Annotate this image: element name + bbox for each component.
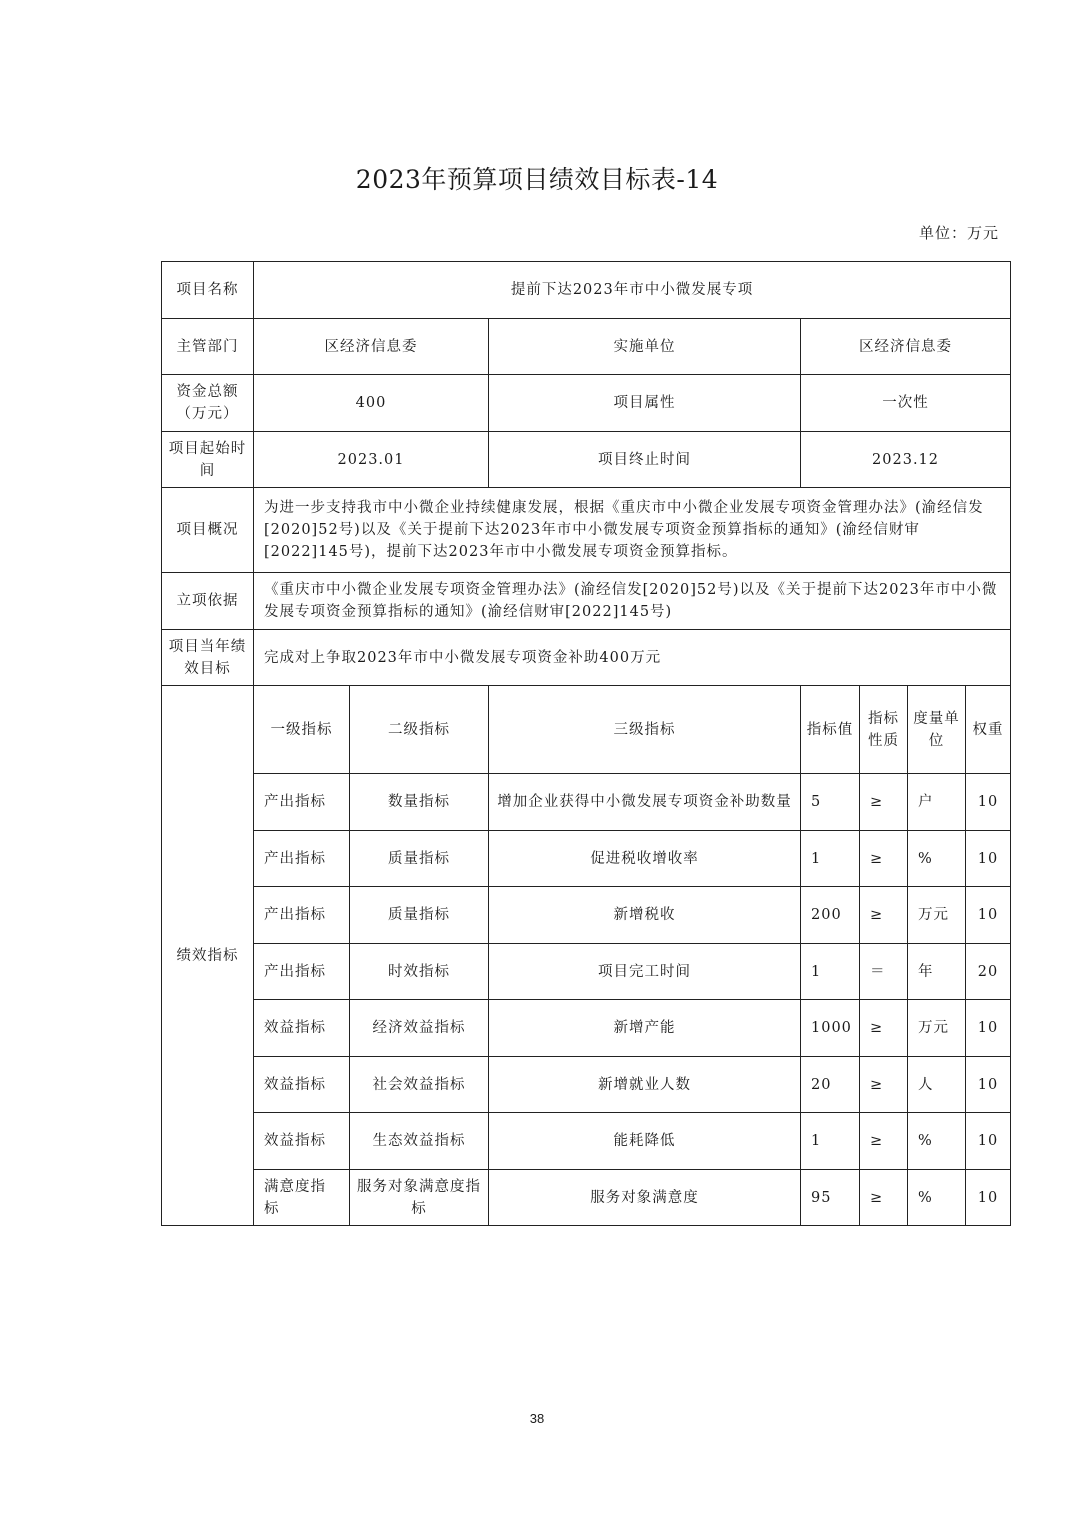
cell-level1: 效益指标	[254, 1000, 350, 1057]
indicator-row	[162, 774, 1011, 831]
label-project-name: 项目名称	[162, 262, 254, 319]
value-annual-goal: 完成对上争取2023年市中小微发展专项资金补助400万元	[254, 630, 1011, 686]
header-level1: 一级指标	[254, 686, 350, 774]
row-basis	[162, 573, 1011, 630]
row-department	[162, 319, 1011, 375]
cell-level1: 产出指标	[254, 774, 350, 831]
row-overview	[162, 488, 1011, 573]
value-overview: 为进一步支持我市中小微企业持续健康发展，根据《重庆市中小微企业发展专项资金管理办法》(渝经信发[2020]52号)以及《关于提前下达2023年市中小微发展专项资金预算指标的通知》(渝经信财审[2022]145号)，提前下达2023年市中小微发展专项资金预算指标。	[254, 488, 1011, 573]
cell-unit: 年	[908, 944, 966, 1000]
header-unit: 度量单位	[908, 686, 966, 774]
value-end-time: 2023.12	[801, 432, 1011, 488]
label-annual-goal: 项目当年绩效目标	[162, 630, 254, 686]
value-attribute: 一次性	[801, 375, 1011, 432]
cell-level3: 服务对象满意度	[489, 1170, 801, 1226]
cell-level2: 质量指标	[350, 887, 489, 944]
cell-level1: 产出指标	[254, 831, 350, 887]
cell-level3: 促进税收增收率	[489, 831, 801, 887]
cell-value: 1	[801, 944, 860, 1000]
row-total-funds	[162, 375, 1011, 432]
label-end-time: 项目终止时间	[489, 432, 801, 488]
cell-nature: ≥	[860, 1000, 908, 1057]
cell-weight: 10	[966, 1170, 1011, 1226]
value-implementing-unit: 区经济信息委	[801, 319, 1011, 375]
value-start-time: 2023.01	[254, 432, 489, 488]
cell-value: 1000	[801, 1000, 860, 1057]
page-number: 38	[529, 1411, 545, 1426]
indicator-row	[162, 1057, 1011, 1113]
cell-weight: 10	[966, 887, 1011, 944]
cell-nature: ＝	[860, 944, 908, 1000]
cell-weight: 10	[966, 774, 1011, 831]
row-project-name	[162, 262, 1011, 319]
cell-nature: ≥	[860, 774, 908, 831]
indicator-row	[162, 1000, 1011, 1057]
cell-level2: 质量指标	[350, 831, 489, 887]
indicator-row	[162, 831, 1011, 887]
label-implementing-unit: 实施单位	[489, 319, 801, 375]
label-indicators: 绩效指标	[162, 686, 254, 1226]
indicator-row	[162, 944, 1011, 1000]
cell-unit: 万元	[908, 1000, 966, 1057]
cell-level2: 时效指标	[350, 944, 489, 1000]
header-value: 指标值	[801, 686, 860, 774]
cell-level1: 效益指标	[254, 1113, 350, 1170]
cell-level2: 数量指标	[350, 774, 489, 831]
cell-weight: 10	[966, 831, 1011, 887]
row-annual-goal	[162, 630, 1011, 686]
label-overview: 项目概况	[162, 488, 254, 573]
cell-level2: 社会效益指标	[350, 1057, 489, 1113]
header-weight: 权重	[966, 686, 1011, 774]
cell-weight: 10	[966, 1057, 1011, 1113]
unit-note: 单位：万元	[918, 224, 999, 242]
indicator-header-row	[162, 686, 1011, 774]
cell-value: 200	[801, 887, 860, 944]
cell-level2: 服务对象满意度指标	[350, 1170, 489, 1226]
cell-weight: 10	[966, 1000, 1011, 1057]
cell-value: 95	[801, 1170, 860, 1226]
value-department: 区经济信息委	[254, 319, 489, 375]
value-project-name: 提前下达2023年市中小微发展专项	[254, 262, 1011, 319]
row-time	[162, 432, 1011, 488]
cell-level3: 新增税收	[489, 887, 801, 944]
label-total-funds: 资金总额（万元）	[162, 375, 254, 432]
cell-unit: %	[908, 1170, 966, 1226]
cell-value: 1	[801, 1113, 860, 1170]
page-title: 2023年预算项目绩效目标表-14	[355, 165, 719, 194]
indicator-row	[162, 1113, 1011, 1170]
cell-level1: 满意度指标	[254, 1170, 350, 1226]
cell-unit: 户	[908, 774, 966, 831]
cell-level3: 能耗降低	[489, 1113, 801, 1170]
indicator-row	[162, 887, 1011, 944]
cell-nature: ≥	[860, 1057, 908, 1113]
cell-unit: %	[908, 831, 966, 887]
cell-level3: 增加企业获得中小微发展专项资金补助数量	[489, 774, 801, 831]
cell-unit: 人	[908, 1057, 966, 1113]
cell-level1: 产出指标	[254, 944, 350, 1000]
cell-weight: 10	[966, 1113, 1011, 1170]
label-department: 主管部门	[162, 319, 254, 375]
header-level2: 二级指标	[350, 686, 489, 774]
cell-value: 1	[801, 831, 860, 887]
cell-nature: ≥	[860, 1113, 908, 1170]
cell-nature: ≥	[860, 887, 908, 944]
label-basis: 立项依据	[162, 573, 254, 630]
cell-unit: 万元	[908, 887, 966, 944]
cell-level2: 经济效益指标	[350, 1000, 489, 1057]
value-basis: 《重庆市中小微企业发展专项资金管理办法》(渝经信发[2020]52号)以及《关于提前下达2023年市中小微发展专项资金预算指标的通知》(渝经信财审[2022]145号)	[254, 573, 1011, 630]
label-start-time: 项目起始时间	[162, 432, 254, 488]
cell-value: 20	[801, 1057, 860, 1113]
cell-level3: 新增就业人数	[489, 1057, 801, 1113]
cell-value: 5	[801, 774, 860, 831]
cell-level1: 产出指标	[254, 887, 350, 944]
performance-table	[161, 261, 1011, 1226]
cell-nature: ≥	[860, 1170, 908, 1226]
cell-nature: ≥	[860, 831, 908, 887]
header-nature: 指标性质	[860, 686, 908, 774]
cell-level3: 新增产能	[489, 1000, 801, 1057]
cell-level3: 项目完工时间	[489, 944, 801, 1000]
label-attribute: 项目属性	[489, 375, 801, 432]
header-level3: 三级指标	[489, 686, 801, 774]
indicator-row	[162, 1170, 1011, 1226]
cell-weight: 20	[966, 944, 1011, 1000]
cell-level2: 生态效益指标	[350, 1113, 489, 1170]
cell-level1: 效益指标	[254, 1057, 350, 1113]
cell-unit: %	[908, 1113, 966, 1170]
value-total-funds: 400	[254, 375, 489, 432]
